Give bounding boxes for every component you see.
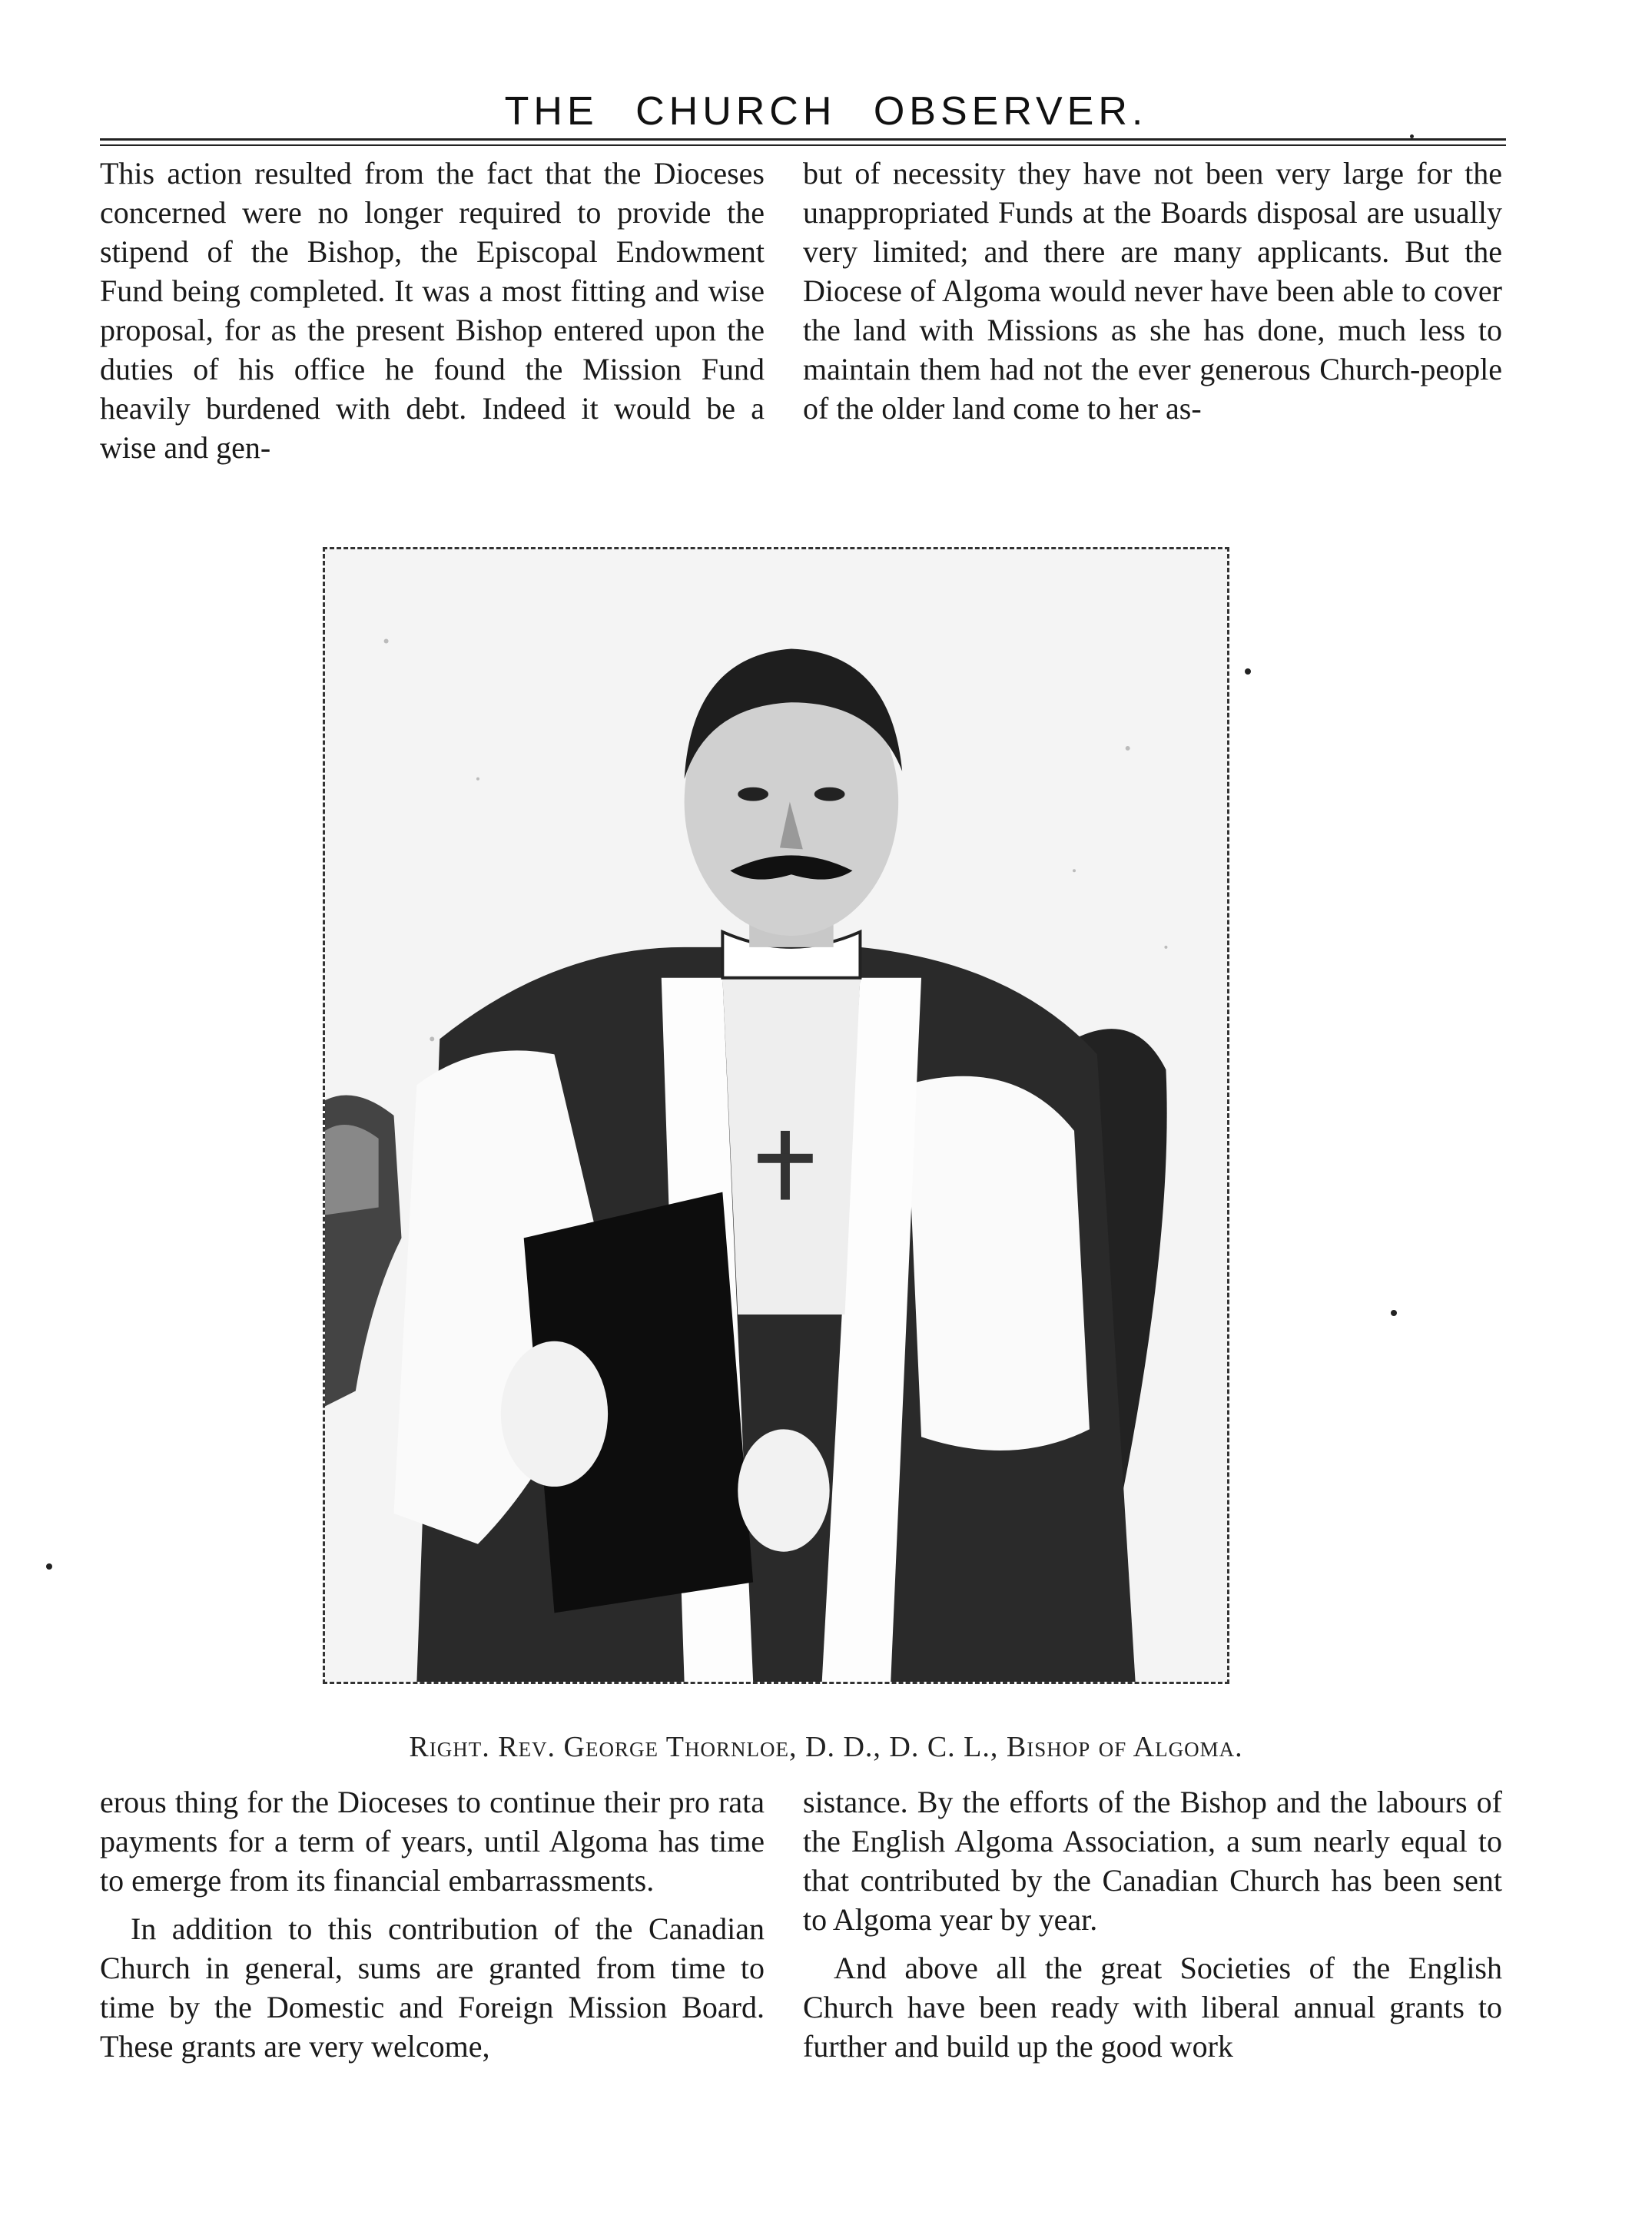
- portrait-illustration: [325, 549, 1227, 1682]
- paragraph: And above all the great Societies of the English Church have been ready with liberal annual grants to further and build up the good work: [803, 1951, 1502, 2064]
- ink-speck: [1391, 1310, 1397, 1316]
- paragraph: In addition to this contribution of the Canadian Church in general, sums are granted from time to time by the Domestic and Foreign Mission Board. These grants are very welcome,: [100, 1911, 765, 2064]
- ink-speck: [1245, 668, 1251, 675]
- bottom-right-column: [803, 1782, 1502, 2066]
- photo-caption: Right. Rev. George Thornloe, D. D., D. C. L., Bishop of Algoma.: [409, 1731, 1243, 1763]
- paragraph: sistance. By the efforts of the Bishop and the labours of the English Algoma Association, a sum nearly equal to that contributed by the Canadian Church has been sent to Algoma year by year.: [803, 1785, 1502, 1937]
- paragraph: This action resulted from the fact that the Dioceses concerned were no longer required to provide the stipend of the Bishop, the Episcopal Endowment Fund being completed. It was a most fitting and wise proposal, for as the present Bishop entered upon the duties of his office he found the Mission Fund heavily burdened with debt. Indeed it would be a wise and gen-: [100, 156, 765, 465]
- top-left-column: [100, 154, 765, 467]
- masthead-rule-bottom: [100, 144, 1506, 146]
- ink-speck: [46, 1563, 52, 1570]
- bishop-portrait-photo: [323, 547, 1229, 1684]
- paragraph: erous thing for the Dioceses to continue their pro rata payments for a term of years, until Algoma has time to emerge from its financial embarrassments.: [100, 1785, 765, 1898]
- masthead-rule-top: [100, 138, 1506, 141]
- masthead-title: THE CHURCH OBSERVER.: [504, 89, 1148, 134]
- ink-speck: [1410, 134, 1414, 138]
- top-right-column: [803, 154, 1502, 428]
- bottom-left-column: [100, 1782, 765, 2066]
- paragraph: but of necessity they have not been very large for the unappropriated Funds at the Boards disposal are usually very limited; and there are many applicants. But the Diocese of Algoma would never have been able to cover the land with Missions as she has done, much less to maintain them had not the ever generous Church-people of the older land come to her as-: [803, 156, 1502, 426]
